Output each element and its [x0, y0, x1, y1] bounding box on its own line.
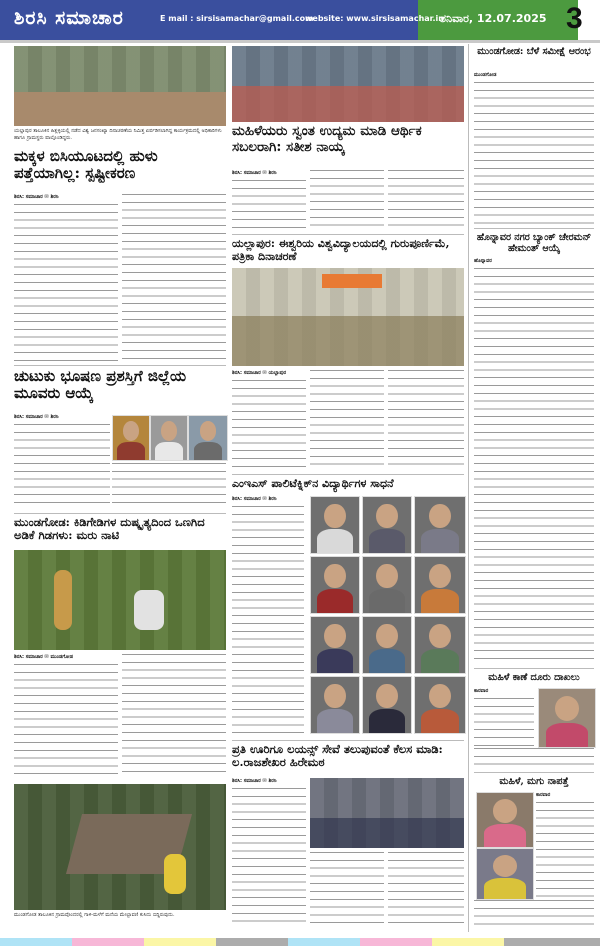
midday-meal-text-block	[14, 204, 118, 362]
sidebar-item4-body	[536, 792, 594, 898]
divider-mundgod	[14, 513, 226, 514]
population-day-photo	[14, 46, 226, 126]
awards-body-col2	[112, 463, 226, 510]
student-portrait-8	[362, 616, 412, 674]
divider-mbbs	[232, 474, 464, 475]
mundgod-text-block-2	[122, 654, 226, 778]
sidebar-divider-2	[474, 228, 594, 229]
awards-text-block	[14, 424, 110, 510]
mundgod-headline: ಮುಂಡಗೋಡ: ಕಿಡಿಗೇಡಿಗಳ ದುಷ್ಕೃತ್ಯದಿಂದ ಒಣಗಿದ ಅಡಿಕೆ ಗಿಡಗಳು: ಮರು ನಾಟಿ	[14, 515, 205, 543]
collapsed-roof-caption: ಮುಂಡಗೋಡ ತಾಲೂಕಿನ ಗ್ರಾಮವೊಂದರಲ್ಲಿ ಗಾಳಿ-ಮಳೆಗೆ ಮನೆಯ ಮೇಲ್ಛಾವಣಿ ಕುಸಿದು ಬಿದ್ದಿರುವುದು.	[14, 912, 175, 918]
population-day-caption: ಯಲ್ಲಾಪುರ ತಾಲೂಕಿನ ಹಿತ್ಲಳ್ಳಿಯಲ್ಲಿ ನಡೆದ ವಿಶ್ವ ಜನಸಂಖ್ಯಾ ದಿನಾಚರಣೆಯ ನಿಮಿತ್ತ ಏರ್ಪಡಿಸಲಾಗಿದ್ದ ಕಾರ್ಯಕ್ರಮದಲ್ಲಿ ಅಧಿಕಾರಿಗಳು ಹಾಗೂ ಗ್ರಾಮಸ್ಥರು ಪಾಲ್ಗೊಂಡಿದ್ದರು.	[14, 128, 222, 141]
sidebar-item4-text-block-2	[474, 900, 594, 928]
mbbs-body	[232, 496, 304, 736]
awardee-portrait-3	[188, 415, 228, 461]
lions-text-block-3	[388, 852, 464, 926]
divider-yellapur	[232, 234, 464, 235]
womens-body-col3	[388, 170, 464, 230]
sidebar-item1-dateline: ಮುಂಡಗೋಡ	[474, 72, 497, 78]
midday-meal-body	[14, 194, 118, 362]
mbbs-headline: ಎಂಇಎಸ್ ಪಾಲಿಟೆಕ್ನಿಕ್‌ನ ವಿದ್ಯಾರ್ಥಿಗಳ ಸಾಧನೆ	[232, 477, 394, 490]
student-portrait-11	[362, 676, 412, 734]
yellapur-dateline: ಶಿರಸಿ: ಸಮಾಚಾರ ✉ ಯಲ್ಲಾಪುರ	[232, 370, 287, 376]
mundgod-body	[14, 654, 118, 780]
missing-woman-portrait	[538, 688, 596, 748]
yellapur-body-col3	[388, 370, 464, 470]
masthead	[0, 0, 600, 44]
awards-text-block-2	[112, 463, 226, 509]
sidebar-divider-4	[474, 772, 594, 773]
midday-meal-headline: ಮಕ್ಕಳ ಬಿಸಿಯೂಟದಲ್ಲಿ ಹುಳು ಪತ್ತೆಯಾಗಿಲ್ಲ: ಸ್ಪಷ್ಟೀಕರಣ	[14, 147, 158, 183]
sidebar-item1-text-block	[474, 82, 594, 224]
yellapur-body	[232, 370, 306, 470]
sidebar-item1-body	[474, 72, 594, 224]
mundgod-dateline: ಶಿರಸಿ: ಸಮಾಚಾರ ✉ ಮುಂಡಗೋಡ	[14, 654, 73, 660]
student-portrait-1	[310, 496, 360, 554]
sidebar-item2-body	[474, 258, 594, 664]
yellapur-text-block-2	[310, 370, 384, 468]
contact-email: E mail : sirsisamachar@gmail.com	[160, 14, 314, 23]
yellapur-text-block	[232, 380, 306, 470]
header-divider	[0, 40, 600, 43]
lions-headline: ಪ್ರತಿ ಊರಿಗೂ ಲಯನ್ಸ್ ಸೇವೆ ತಲುಪುವಂತೆ ಕೆಲಸ ಮಾಡಿ: ಲ.ರಾಜಶೇಖರ ಹಿರೇಮಠ	[232, 742, 443, 770]
sidebar-item3-body	[474, 688, 534, 746]
lions-club-photo	[310, 778, 464, 848]
sidebar-divider-3	[474, 668, 594, 669]
mbbs-text-block	[232, 506, 304, 736]
sidebar-item4-text-block	[536, 802, 594, 898]
yellapur-body-col2	[310, 370, 384, 470]
collapsed-roof-photo	[14, 784, 226, 910]
womens-event-photo	[232, 46, 464, 122]
student-portrait-10	[310, 676, 360, 734]
lions-text-block	[232, 788, 306, 928]
student-portrait-3	[414, 496, 466, 554]
womens-headline: ಮಹಿಳೆಯರು ಸ್ವಂತ ಉದ್ಯಮ ಮಾಡಿ ಆರ್ಥಿಕ ಸಬಲರಾಗಿ: ಸತೀಶ ನಾಯ್ಕ	[232, 123, 422, 155]
lions-body-col2	[310, 852, 384, 928]
yellapur-headline: ಯಲ್ಲಾಪುರ: ಈಶ್ವರಿಯ ವಿಶ್ವವಿದ್ಯಾಲಯದಲ್ಲಿ ಗುರುಪೂರ್ಣಿಮೆ, ಪತ್ರಿಕಾ ದಿನಾಚರಣೆ	[232, 237, 450, 263]
sidebar-item3-body-2	[474, 748, 594, 768]
womens-dateline: ಶಿರಸಿ: ಸಮಾಚಾರ ✉ ಶಿರಸಿ	[232, 170, 277, 176]
missing-mother-portrait	[476, 792, 534, 848]
divider-awards	[14, 365, 226, 366]
student-portrait-4	[310, 556, 360, 614]
student-portrait-12	[414, 676, 466, 734]
midday-meal-text-block-2	[122, 194, 226, 360]
print-registration-strip	[0, 938, 600, 946]
guru-purnima-photo	[232, 268, 464, 366]
sidebar-item4-dateline: ಕಾರವಾರ	[536, 792, 551, 798]
mundgod-text-block	[14, 664, 118, 780]
newspaper-title: ಶಿರಸಿ ಸಮಾಚಾರ	[14, 7, 124, 29]
awards-dateline: ಶಿರಸಿ: ಸಮಾಚಾರ ✉ ಶಿರಸಿ	[14, 414, 59, 420]
sidebar-divider	[468, 44, 469, 932]
lions-text-block-2	[310, 852, 384, 926]
student-portrait-9	[414, 616, 466, 674]
contact-website: website: www.sirsisamachar.in	[305, 14, 444, 23]
divider-lions	[232, 740, 464, 741]
awards-headline: ಚುಟುಕು ಭೂಷಣ ಪ್ರಶಸ್ತಿಗೆ ಜಿಲ್ಲೆಯ ಮೂವರು ಆಯ್ಕೆ	[14, 367, 187, 403]
sidebar-item2-text-block	[474, 268, 594, 664]
lions-body-col3	[388, 852, 464, 928]
mundgod-body-col2	[122, 654, 226, 780]
lions-body	[232, 778, 306, 928]
mbbs-dateline: ಶಿರಸಿ: ಸಮಾಚಾರ ✉ ಶಿರಸಿ	[232, 496, 277, 502]
womens-body-col2	[310, 170, 384, 230]
awardee-portrait-1	[112, 415, 150, 461]
womens-text-block-3	[388, 170, 464, 228]
issue-date: ಶನಿವಾರ, 12.07.2025	[440, 12, 547, 25]
womens-body	[232, 170, 306, 230]
womens-text-block	[232, 180, 306, 230]
midday-meal-dateline: ಶಿರಸಿ: ಸಮಾಚಾರ ✉ ಶಿರಸಿ	[14, 194, 59, 200]
awards-body	[14, 414, 110, 510]
sidebar-item1-title: ಮುಂಡಗೋಡ: ಬೆಳೆ ಸಮೀಕ್ಷೆ ಆರಂಭ	[477, 46, 591, 57]
sidebar-item3-text-block	[474, 698, 534, 746]
yellapur-text-block-3	[388, 370, 464, 468]
sidebar-item4-title: ಮಹಿಳೆ, ಮಗು ನಾಪತ್ತೆ	[499, 776, 569, 787]
student-portrait-2	[362, 496, 412, 554]
student-portrait-5	[362, 556, 412, 614]
lions-dateline: ಶಿರಸಿ: ಸಮಾಚಾರ ✉ ಶಿರಸಿ	[232, 778, 277, 784]
sidebar-item2-dateline: ಹೊನ್ನಾವರ	[474, 258, 492, 264]
areca-replanting-photo	[14, 550, 226, 650]
page-number: 3	[566, 2, 583, 35]
awardee-portrait-2	[150, 415, 188, 461]
womens-text-block-2	[310, 170, 384, 228]
student-portrait-6	[414, 556, 466, 614]
student-portrait-7	[310, 616, 360, 674]
sidebar-item4-body-2	[474, 900, 594, 930]
sidebar-item2-title: ಹೊನ್ನಾವರ ನಗರ ಬ್ಯಾಂಕ್ ಚೇರಮನ್ ಹೇಮಂತ್ ಆಯ್ಕೆ	[476, 232, 592, 255]
midday-meal-body-col2	[122, 194, 226, 362]
sidebar-item3-title: ಮಹಿಳೆ ಕಾಣೆ ದೂರು ದಾಖಲು	[488, 672, 580, 683]
missing-child-portrait	[476, 848, 534, 900]
sidebar-item3-text-block-2	[474, 748, 594, 766]
sidebar-item3-dateline: ಕಾರವಾರ	[474, 688, 489, 694]
